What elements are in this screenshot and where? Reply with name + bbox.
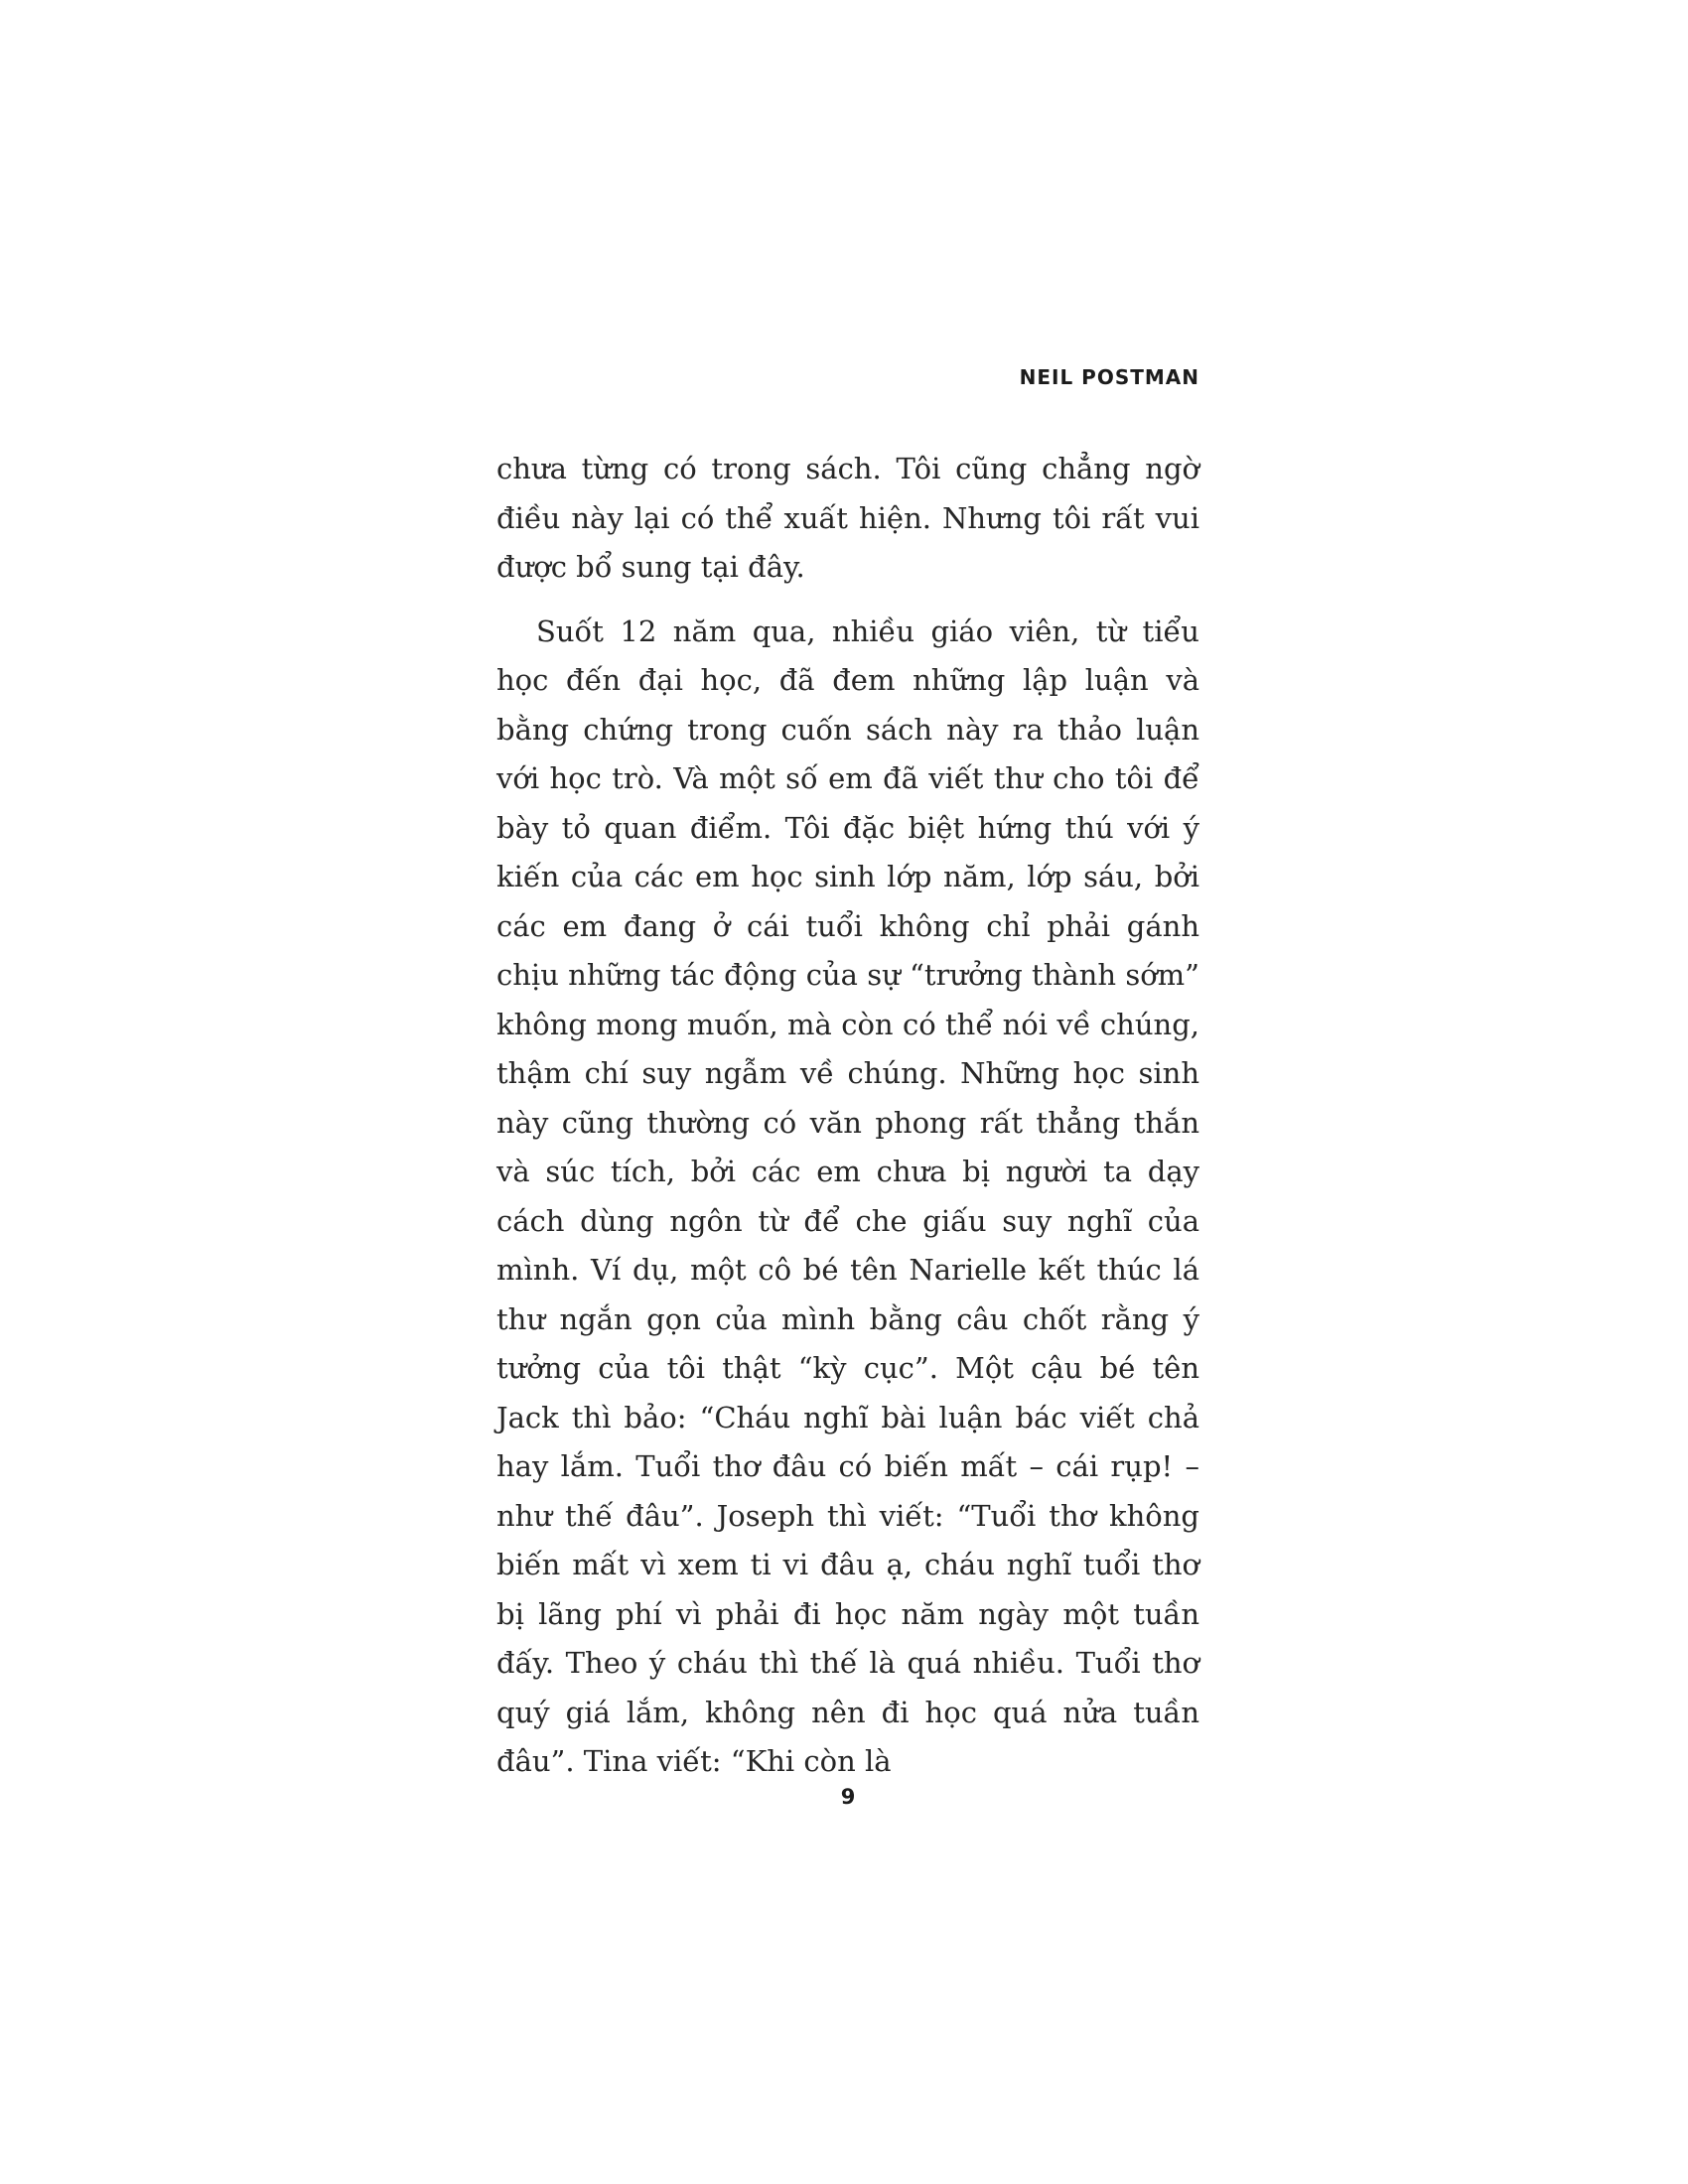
page-number: 9 (840, 1785, 856, 1809)
paragraph: Suốt 12 năm qua, nhiều giáo viên, từ tiểu học đến đại học, đã đem những lập luận và bằng chứng trong cuốn sách này ra thảo luận với học trò. Và một số em đã viết thư cho tôi để bày tỏ quan điểm. Tôi đặc biệt hứng thú với ý kiến của các em học sinh lớp năm, lớp sáu, bởi các em đang ở cái tuổi không chỉ phải gánh chịu những tác động của sự “trưởng thành sớm” không mong muốn, mà còn có thể nói về chúng, thậm chí suy ngẫm về chúng. Những học sinh này cũng thường có văn phong rất thẳng thắn và súc tích, bởi các em chưa bị người ta dạy cách dùng ngôn từ để che giấu suy nghĩ của mình. Ví dụ, một cô bé tên Narielle kết thúc lá thư ngắn gọn của mình bằng câu chốt rằng ý tưởng của tôi thật “kỳ cục”. Một cậu bé tên Jack thì bảo: “Cháu nghĩ bài luận bác viết chả hay lắm. Tuổi thơ đâu có biến mất – cái rụp! – như thế đâu”. Joseph thì viết: “Tuổi thơ không biến mất vì xem ti vi đâu ạ, cháu nghĩ tuổi thơ bị lãng phí vì phải đi học năm ngày một tuần đấy. Theo ý cháu thì thế là quá nhiều. Tuổi thơ quý giá lắm, không nên đi học quá nửa tuần đâu”. Tina viết: “Khi còn là (496, 614, 1199, 1778)
body-text (496, 445, 1199, 1787)
running-header-author: NEIL POSTMAN (1019, 365, 1199, 389)
paragraph-continued: chưa từng có trong sách. Tôi cũng chẳng ngờ điều này lại có thể xuất hiện. Nhưng tôi rất vui được bổ sung tại đây. (496, 452, 1199, 584)
